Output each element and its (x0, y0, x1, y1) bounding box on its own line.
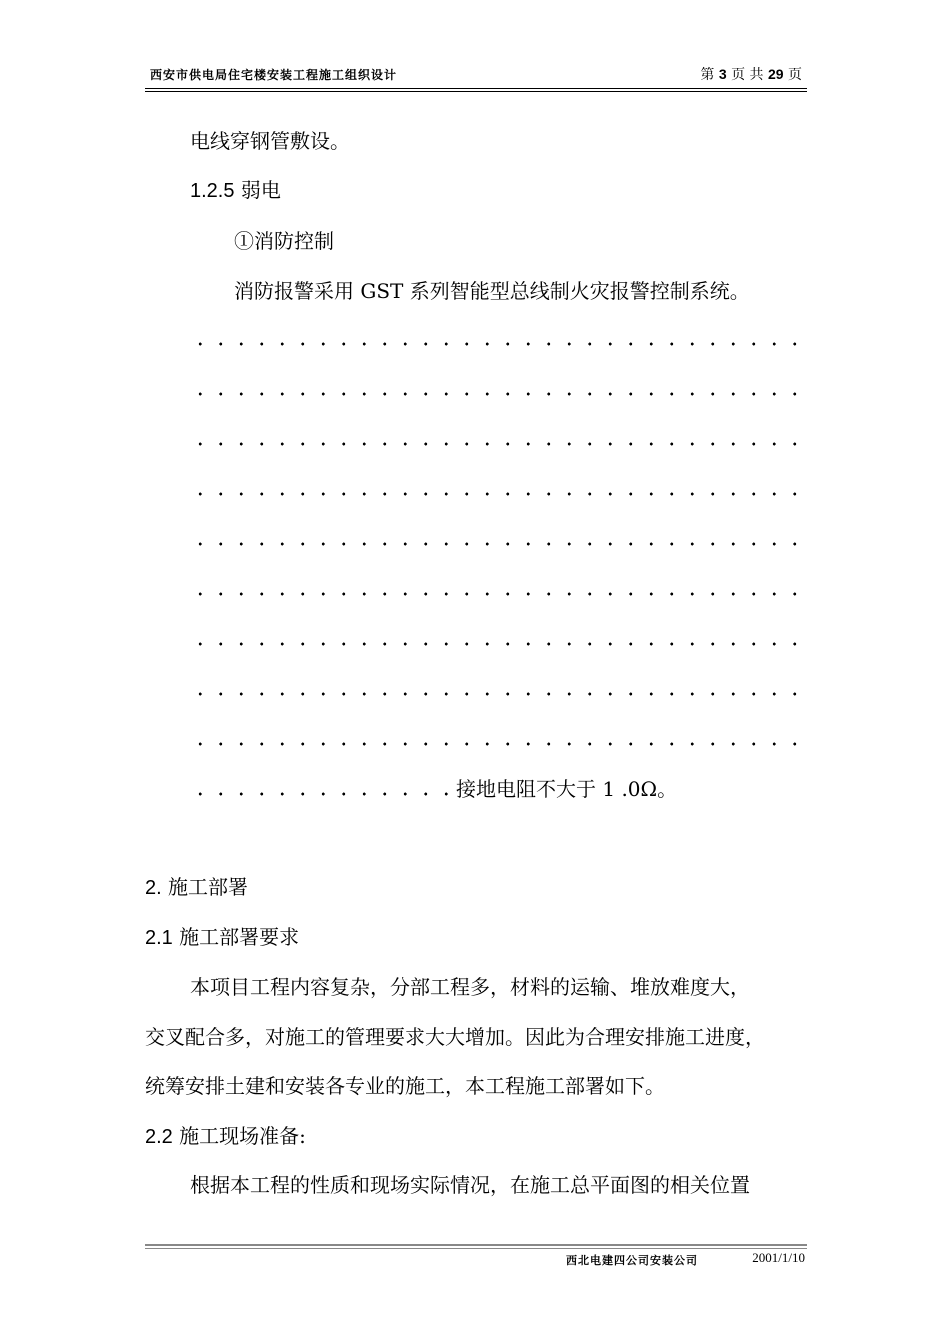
page-prefix: 第 (700, 67, 715, 83)
section-number: 2. (145, 877, 162, 899)
section-title: 施工部署要求 (179, 925, 300, 949)
footer-date: 2001/1/10 (752, 1250, 805, 1265)
paragraph-2-1-line: 交叉配合多，对施工的管理要求大大增加。因此为合理安排施工进度， (145, 1025, 765, 1049)
header-rule (145, 88, 807, 89)
dotted-line (190, 587, 805, 597)
paragraph-2-2-line: 根据本工程的性质和现场实际情况，在施工总平面图的相关位置 (190, 1173, 750, 1197)
section-2-1-heading (145, 924, 299, 951)
section-2-2-heading (145, 1123, 306, 1150)
page-number: 3 (718, 66, 727, 82)
dotted-line (190, 337, 805, 347)
dotted-line (190, 737, 805, 747)
header-document-title: 西安市供电局住宅楼安装工程施工组织设计 (150, 68, 398, 82)
dotted-line (190, 387, 805, 397)
header-page-indicator (700, 64, 802, 84)
section-number: 1.2.5 (190, 180, 235, 202)
dotted-line-short (190, 787, 448, 797)
footer-rule (145, 1244, 807, 1246)
section-title: 弱电 (240, 178, 281, 202)
section-2-heading (145, 874, 248, 901)
paragraph-2-1-line: 本项目工程内容复杂，分部工程多，材料的运输、堆放难度大， (190, 975, 750, 999)
section-number: 2.1 (145, 927, 173, 949)
dotted-line (190, 537, 805, 547)
paragraph-2-1-line: 统筹安排土建和安装各专业的施工，本工程施工部署如下。 (145, 1074, 665, 1098)
page-middle: 页 共 (731, 67, 764, 83)
dotted-line (190, 487, 805, 497)
page-suffix: 页 (788, 67, 802, 83)
dotted-line (190, 637, 805, 647)
grounding-text: 接地电阻不大于 1 .0Ω。 (456, 777, 678, 801)
section-title: 施工现场准备: (179, 1124, 306, 1148)
dotted-line (190, 437, 805, 447)
body-line-conduit: 电线穿钢管敷设。 (190, 129, 350, 153)
footer-company: 西北电建四公司安装公司 (566, 1254, 698, 1267)
dotted-line (190, 687, 805, 697)
section-title: 施工部署 (168, 875, 249, 899)
section-1-2-5-heading (190, 177, 281, 204)
total-pages: 29 (767, 66, 784, 82)
fire-alarm-paragraph: 消防报警采用 GST 系列智能型总线制火灾报警控制系统。 (234, 279, 750, 303)
item-fire-control: ①消防控制 (234, 229, 334, 253)
footer-rule-secondary (145, 1248, 807, 1249)
section-number: 2.2 (145, 1126, 173, 1148)
header-rule-secondary (145, 91, 807, 92)
